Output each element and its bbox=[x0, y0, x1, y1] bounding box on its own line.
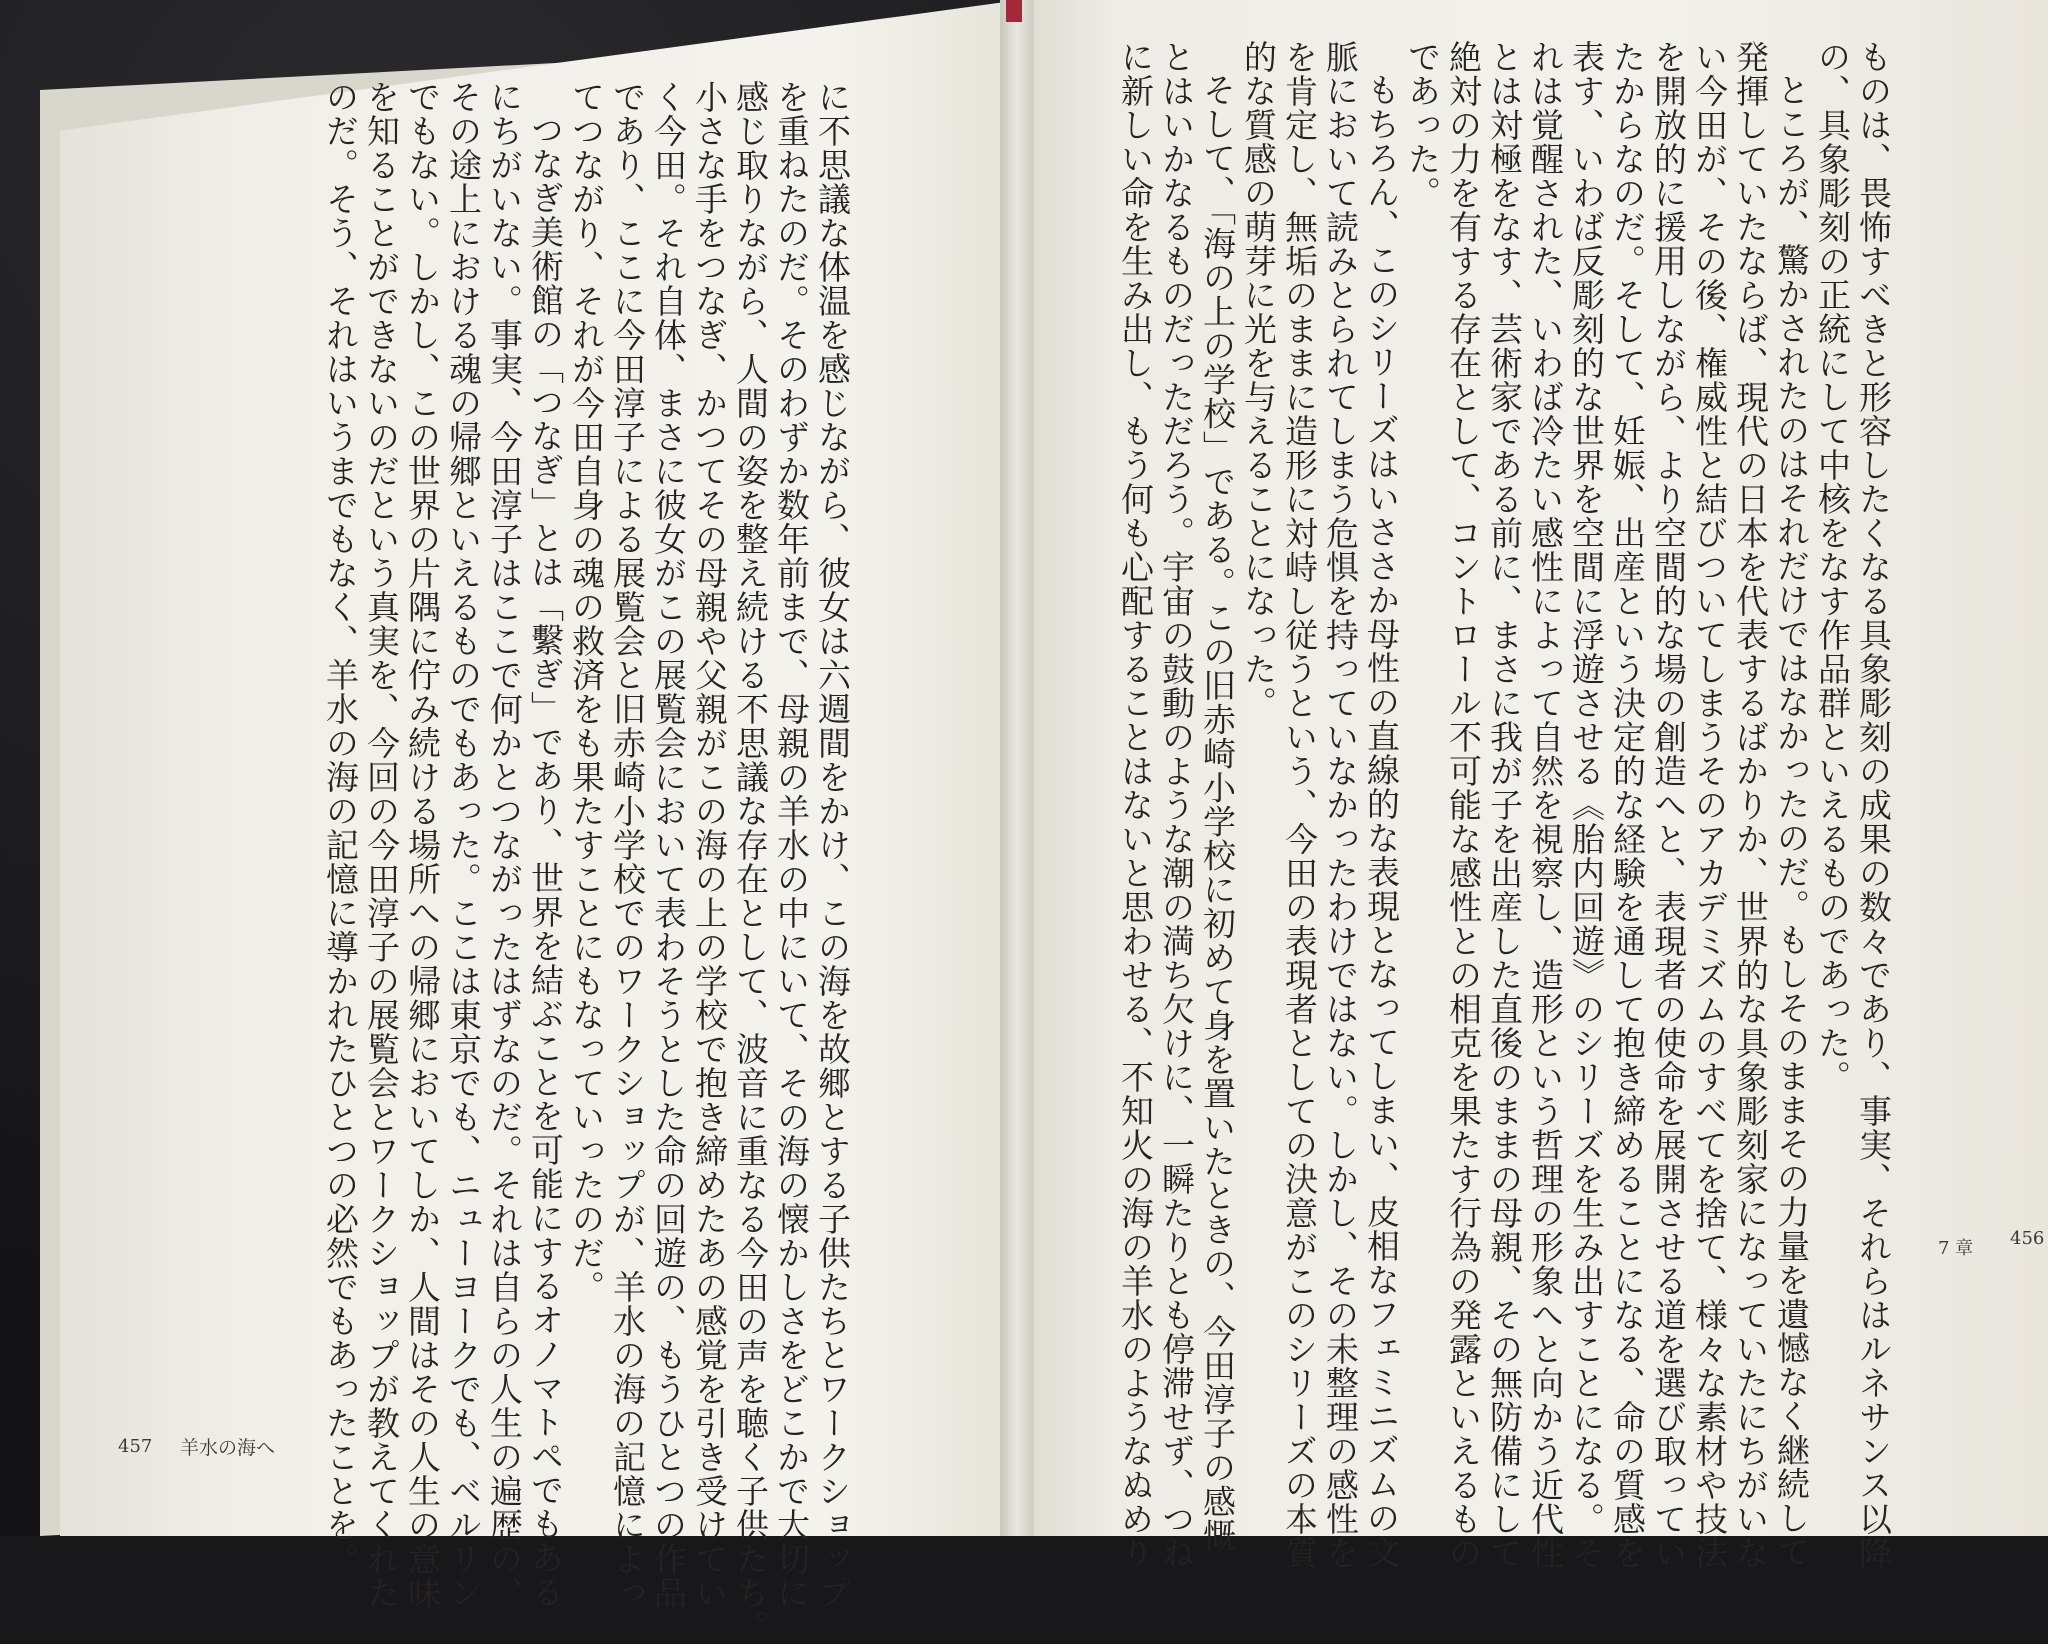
body-paragraph bbox=[689, 80, 730, 1610]
bookmark-ribbon bbox=[1006, 0, 1022, 22]
body-paragraph bbox=[566, 80, 607, 1304]
text-line: とは対極をなす、芸術家である前に、まさに我が子を出産した直後のままの母親、その無防備にして bbox=[1485, 40, 1524, 1570]
body-paragraph bbox=[648, 80, 689, 1610]
left-page-number: 457 bbox=[118, 1436, 153, 1457]
body-paragraph bbox=[771, 80, 812, 1610]
text-line: とはいかなるものだっただろう。宇宙の鼓動のような潮の満ち欠けに、一瞬たりとも停滞せず、つね bbox=[1157, 40, 1196, 1570]
body-paragraph bbox=[812, 80, 853, 1610]
body-paragraph bbox=[1484, 40, 1525, 1570]
body-paragraph bbox=[1607, 40, 1648, 1570]
body-paragraph bbox=[1525, 40, 1566, 1570]
text-line: ものは、畏怖すべきと形容したくなる具象彫刻の成果の数々であり、事実、それらはルネサンス以降 bbox=[1854, 40, 1893, 1570]
text-line: つなぎ美術館の「つなぎ」とは「繫ぎ」であり、世界を結ぶことを可能にするオノマトペでもある bbox=[526, 113, 565, 1609]
body-paragraph bbox=[1279, 40, 1320, 1570]
body-paragraph bbox=[1648, 40, 1689, 1570]
text-line: い今田が、その後、権威性と結びついてしまうそのアカデミズムのすべてを捨て、様々な素材や技法 bbox=[1690, 40, 1729, 1570]
text-line: その途上における魂の帰郷といえるものでもあった。ここは東京でも、ニューヨークでも、ベルリン bbox=[444, 80, 483, 1610]
text-line: れは覚醒された、いわば冷たい感性によって自然を視察し、造形という哲理の形象へと向かう近代性 bbox=[1526, 40, 1565, 1570]
body-paragraph bbox=[1689, 40, 1730, 1570]
text-line: に新しい命を生み出し、もう何も心配することはないと思わせる、不知火の海の羊水のようなぬめり bbox=[1116, 40, 1155, 1570]
body-paragraph bbox=[320, 80, 361, 1576]
body-paragraph bbox=[1115, 40, 1156, 1570]
text-line: に不思議な体温を感じながら、彼女は六週間をかけ、この海を故郷とする子供たちとワークショップ bbox=[813, 80, 852, 1610]
text-line: のだ。そう、それはいうまでもなく、羊水の海の記憶に導かれたひとつの必然でもあったことを。 bbox=[321, 80, 360, 1576]
text-line: にちがいない。事実、今田淳子はここで何かとつながったはずなのだ。それは自らの人生の遍歴の、 bbox=[485, 80, 524, 1610]
body-paragraph bbox=[484, 80, 525, 1610]
body-paragraph bbox=[525, 80, 566, 1609]
left-running-head: 羊水の海へ bbox=[180, 1437, 276, 1459]
body-paragraph bbox=[1771, 40, 1812, 1569]
body-paragraph bbox=[1853, 40, 1894, 1570]
text-line: 小さな手をつなぎ、かつてその母親や父親がこの海の上の学校で抱き締めたあの感覚を引き受けてい bbox=[690, 80, 729, 1610]
text-line: 感じ取りながら、人間の姿を整え続ける不思議な存在として、波音に重なる今田の声を聴く子供たち。 bbox=[731, 80, 770, 1644]
body-paragraph bbox=[1238, 40, 1279, 1240]
left-page-body-text bbox=[320, 80, 853, 1644]
text-line: 的な質感の萌芽に光を与えることになった。 bbox=[1239, 40, 1278, 720]
text-line: を知ることができないのだという真実を、今回の今田淳子の展覧会とワークショップが教えてくれた bbox=[362, 80, 401, 1610]
body-paragraph bbox=[361, 80, 402, 1610]
body-paragraph bbox=[1402, 40, 1443, 1240]
text-line: そして、「海の上の学校」である。この旧赤崎小学校に初めて身を置いたときの、今田淳子の感慨 bbox=[1198, 73, 1237, 1553]
body-paragraph bbox=[402, 80, 443, 1610]
text-line: ところが、驚かされたのはそれだけではなかったのだ。もしそのままその力量を遺憾なく継続して bbox=[1772, 73, 1811, 1569]
text-line: たからなのだ。そして、妊娠、出産という決定的な経験を通して抱き締めることになる、命の質感を bbox=[1608, 40, 1647, 1570]
body-paragraph bbox=[1443, 40, 1484, 1570]
body-paragraph bbox=[1566, 40, 1607, 1570]
right-page-body-text bbox=[1115, 40, 1894, 1570]
body-paragraph bbox=[607, 80, 648, 1610]
right-chapter-label: 7 章 bbox=[1938, 1238, 1974, 1259]
body-paragraph bbox=[1361, 40, 1402, 1569]
body-paragraph bbox=[1197, 40, 1238, 1553]
text-line: 表す、いわば反彫刻的な世界を空間に浮遊させる《胎内回遊》のシリーズを生み出すことになる。そ bbox=[1567, 40, 1606, 1570]
body-paragraph bbox=[1812, 40, 1853, 1240]
body-paragraph bbox=[730, 80, 771, 1644]
text-line: でもない。しかし、この世界の片隅に佇み続ける場所への帰郷においてしか、人間はその人生の意味 bbox=[403, 80, 442, 1610]
text-line: を重ねたのだ。そのわずか数年前まで、母親の羊水の中にいて、その海の懐かしさをどこかで大切に bbox=[772, 80, 811, 1610]
body-paragraph bbox=[1320, 40, 1361, 1570]
text-line: を開放的に援用しながら、より空間的な場の創造へと、表現者の使命を展開させる道を選び取ってい bbox=[1649, 40, 1688, 1570]
text-line: もちろん、このシリーズはいささか母性の直線的な表現となってしまい、皮相なフェミニズムの文 bbox=[1362, 73, 1401, 1569]
text-line: 脈において読みとられてしまう危惧を持っていなかったわけではない。しかし、その未整理の感性を bbox=[1321, 40, 1360, 1570]
text-line: 発揮していたならば、現代の日本を代表するばかりか、世界的な具象彫刻家になっていたにちがいな bbox=[1731, 40, 1770, 1570]
right-page-number: 456 bbox=[2010, 1228, 2045, 1249]
text-line: を肯定し、無垢のままに造形に対峙し従うという、今田の表現者としての決意がこのシリーズの本質 bbox=[1280, 40, 1319, 1570]
text-line: く今田。それ自体、まさに彼女がこの展覧会において表わそうとした命の回遊の、もうひとつの作品 bbox=[649, 80, 688, 1610]
text-line: の、具象彫刻の正統にして中核をなす作品群といえるものであった。 bbox=[1813, 40, 1852, 1094]
body-paragraph bbox=[443, 80, 484, 1610]
text-line: であり、ここに今田淳子による展覧会と旧赤崎小学校でのワークショップが、羊水の海の記憶によっ bbox=[608, 80, 647, 1610]
text-line: であった。 bbox=[1403, 40, 1442, 210]
body-paragraph bbox=[1156, 40, 1197, 1570]
text-line: てつながり、それが今田自身の魂の救済をも果たすことにもなっていったのだ。 bbox=[567, 80, 606, 1304]
text-line: 絶対の力を有する存在として、コントロール不可能な感性との相克を果たす行為の発露といえるもの bbox=[1444, 40, 1483, 1570]
book-gutter bbox=[1000, 0, 1034, 1536]
body-paragraph bbox=[1730, 40, 1771, 1570]
